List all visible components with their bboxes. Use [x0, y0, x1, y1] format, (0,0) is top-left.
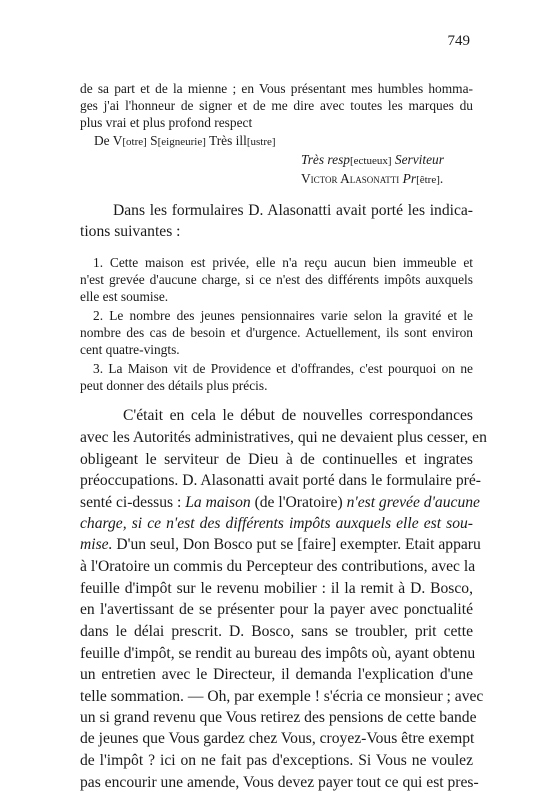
body-line: de l'impôt ? ici on ne fait pas d'exceptions. Si Vous ne voulez	[80, 752, 473, 769]
salutation-editorial: [otre]	[122, 136, 147, 148]
salutation-editorial: [ustre]	[246, 136, 276, 148]
body-italic: La maison	[185, 494, 251, 511]
salutation-part: Très ill	[205, 133, 247, 148]
body-line: un entretien avec le Directeur, il demanda l'explication d'une	[80, 666, 473, 683]
body-line	[80, 533, 481, 557]
salutation-editorial: [eigneurie]	[157, 136, 206, 148]
body-italic: n'est grevée d'aucune	[346, 494, 480, 511]
closing-italic: Très resp	[301, 152, 350, 167]
signature-end: .	[439, 171, 444, 186]
page-number: 749	[447, 33, 470, 49]
letter-line: de sa part et de la mienne ; en Vous présentant mes humbles homma-	[80, 81, 473, 96]
salutation-part: S	[146, 133, 158, 148]
body-text: senté ci-dessus :	[80, 494, 186, 511]
list-item: peut donner des détails plus précis.	[80, 378, 268, 393]
list-item: 3. La Maison vit de Providence et d'offrandes, c'est pourquoi on ne	[93, 361, 473, 376]
body-line: telle sommation. — Oh, par exemple ! s'écria ce monsieur ; avec	[80, 688, 484, 705]
body-line: feuille d'impôt, se rendit au bureau des impôts où, ayant obtenu	[80, 645, 476, 662]
intro-line: Dans les formulaires D. Alasonatti avait porté les indica-	[113, 202, 473, 219]
signature-name: Victor Alasonatti	[301, 171, 400, 186]
intro-line: tions suivantes :	[80, 223, 181, 240]
letter-closing	[301, 151, 444, 170]
body-text: (de l'Oratoire)	[250, 494, 347, 511]
salutation-part: De V	[94, 133, 123, 148]
list-item: nombre des cas de besoin et d'urgence. Actuellement, ils sont environ	[80, 325, 473, 340]
list-item: n'est grevée d'aucune charge, si ce n'est des différents impôts auxquels	[80, 272, 473, 287]
letter-signature	[301, 170, 443, 189]
body-line: préoccupations. D. Alasonatti avait porté dans le formulaire pré-	[80, 472, 481, 489]
body-line: en l'avertissant de se présenter pour la payer avec ponctualité	[80, 601, 473, 618]
list-item: 2. Le nombre des jeunes pensionnaires varie selon la gravité et le	[93, 308, 473, 323]
body-line: à l'Oratoire un commis du Percepteur des contributions, avec la	[80, 558, 476, 575]
letter-line: ges j'ai l'honneur de signer et de me dire avec toutes les marques du	[80, 98, 473, 113]
closing-rest: Serviteur	[391, 152, 444, 167]
body-line: pas encourir une amende, Vous devez payer tout ce qui est pres-	[80, 774, 479, 791]
closing-editorial: [ectueux]	[350, 155, 392, 167]
signature-editorial: [être]	[416, 174, 440, 186]
letter-salutation	[94, 132, 276, 151]
body-line: charge, si ce n'est des différents impôts auxquels elle est sou-	[80, 515, 473, 532]
body-text: D'un seul, Don Bosco put se [faire] exempter. Etait apparu	[112, 536, 481, 553]
body-line: feuille d'impôt sur le revenu mobilier : il la remit à D. Bosco,	[80, 580, 473, 597]
body-line: obligeant le serviteur de Dieu à de continuelles et ingrates	[80, 451, 473, 468]
list-item: cent quatre-vingts.	[80, 342, 180, 357]
signature-title: Pr	[402, 171, 417, 186]
list-item: elle est soumise.	[80, 289, 169, 304]
list-item: 1. Cette maison est privée, elle n'a reçu aucun bien immeuble et	[93, 255, 473, 270]
body-line: avec les Autorités administratives, qui ne devaient plus cesser, en	[80, 429, 487, 446]
body-line: un si grand revenu que Vous retirez des pensions de cette bande	[80, 709, 477, 726]
body-line: C'était en cela le début de nouvelles correspondances	[123, 407, 473, 424]
body-line: dans le délai prescrit. D. Bosco, sans se troubler, prit cette	[80, 623, 473, 640]
body-line: de jeunes que Vous gardez chez Vous, croyez-Vous être exempt	[80, 730, 475, 747]
letter-line: plus vrai et plus profond respect	[80, 115, 253, 130]
body-italic: mise.	[80, 536, 113, 553]
